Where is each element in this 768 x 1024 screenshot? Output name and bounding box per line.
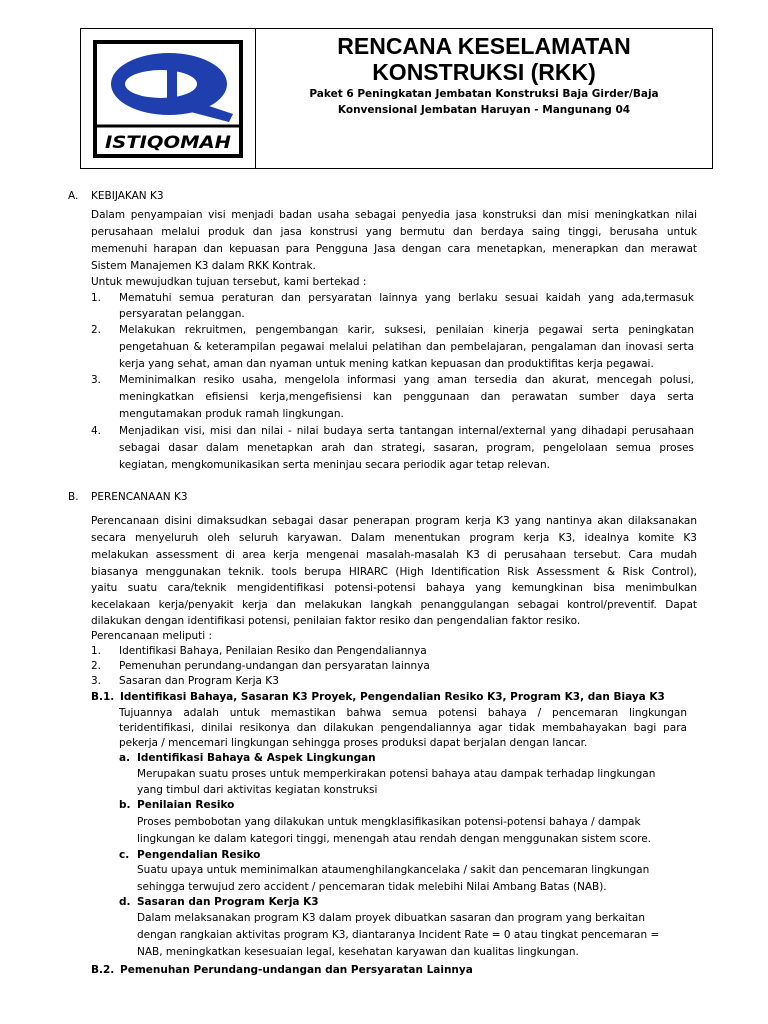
document-title-line: RENCANA KESELAMATAN	[337, 33, 631, 59]
paragraph-line: pekerja / mencemari lingkungan sehingga proses produksi dapat berjalan dengan lancar.	[119, 737, 588, 749]
point-text-line: sehingga terwujud zero accident / pencemaran tidak melebihi Nilai Ambang Batas (NAB).	[137, 881, 607, 893]
list-number: 2.	[91, 660, 102, 672]
paragraph-line: memenuhi harapan dan kepuasan para Pengguna Jasa dengan cara menetapkan, menerapkan dan merawat	[91, 243, 697, 255]
document-title-line: KONSTRUKSI (RKK)	[372, 59, 596, 85]
list-number: 3.	[91, 675, 102, 687]
paragraph-line: Tujuannya adalah untuk memastikan bahwa semua potensi bahaya / pencemaran lingkungan	[119, 707, 687, 719]
point-title: Identifikasi Bahaya & Aspek Lingkungan	[137, 752, 376, 764]
document-subtitle-line: Paket 6 Peningkatan Jembatan Konstruksi Baja Girder/Baja	[309, 88, 659, 100]
list-item-line: pengetahuan & keterampilan pegawai melalui pelatihan dan pembelajaran, pengalaman dan inovasi serta	[119, 341, 694, 353]
list-number: 4.	[91, 425, 102, 437]
logo-wordmark: ISTIQOMAH	[105, 133, 231, 153]
point-text-line: Suatu upaya untuk meminimalkan ataumenghilangkancelaka / sakit dan pencemaran lingkungan	[137, 864, 650, 876]
point-marker: a.	[119, 752, 131, 764]
point-text-line: lingkungan ke dalam kategori tinggi, menengah atau rendah dengan menggunakan sistem score.	[137, 833, 651, 845]
paragraph-line: kecelakaan kerja/penyakit kerja dan melakukan langkah penanggulangan sebagai kontrol/preventif. Dapat	[91, 599, 697, 611]
subsection-title: Pemenuhan Perundang-undangan dan Persyaratan Lainnya	[120, 964, 473, 976]
point-title: Penilaian Resiko	[137, 799, 235, 811]
paragraph-line: Perencanaan disini dimaksudkan sebagai dasar penerapan program kerja K3 yang nantinya akan dilaksanakan	[91, 515, 697, 527]
point-title: Pengendalian Resiko	[137, 849, 261, 861]
subsection-marker: B.2.	[91, 964, 115, 976]
list-item-line: kegiatan, mengkomunikasikan serta meninjau secara periodik agar tetap relevan.	[119, 459, 550, 471]
list-item-line: Melakukan rekruitmen, pengembangan karir, suksesi, penilaian kinerja pegawai serta peningkatan	[119, 324, 694, 336]
paragraph-line: secara menyeluruh oleh seluruh karyawan. Dalam menentukan program kerja K3, idealnya komite K3	[91, 532, 697, 544]
point-text-line: Proses pembobotan yang dilakukan untuk mengklasifikasikan potensi-potensi bahaya / dampak	[137, 816, 641, 828]
section-title: KEBIJAKAN K3	[91, 190, 164, 202]
list-item-text: Identifikasi Bahaya, Penilaian Resiko dan Pengendaliannya	[119, 645, 427, 657]
point-text-line: Merupakan suatu proses untuk memperkirakan potensi bahaya atau dampak terhadap lingkungan	[137, 768, 656, 780]
list-item-line: Mematuhi semua peraturan dan persyaratan lainnya yang berlaku sesuai kaidah yang ada,termasuk	[119, 292, 694, 304]
point-title: Sasaran dan Program Kerja K3	[137, 896, 319, 908]
paragraph-line: perusahaan melalui produk dan jasa konstrusi yang bermutu dan berdaya saing tinggi, berusaha untuk	[91, 226, 697, 238]
list-item-text: Sasaran dan Program Kerja K3	[119, 675, 279, 687]
company-logo	[93, 40, 243, 158]
list-item-line: Meminimalkan resiko usaha, mengelola informasi yang aman tersedia dan akurat, mencegah polusi,	[119, 374, 694, 386]
list-number: 2.	[91, 324, 102, 336]
list-item-line: Menjadikan visi, misi dan nilai - nilai budaya serta tantangan internal/external yang dihadapi perusahaan	[119, 425, 694, 437]
paragraph-line: melakukan assessment di area kerja mengenai masalah-masalah K3 di perusahaan tersebut. Cara mudah	[91, 549, 697, 561]
paragraph-line: Sistem Manajemen K3 dalam RKK Kontrak.	[91, 260, 316, 272]
point-marker: d.	[119, 896, 131, 908]
paragraph-line: biasanya menggunakan teknik. tools berupa HIRARC (High Identification Risk Assessment & Risk Control),	[91, 566, 697, 578]
list-item-text: Pemenuhan perundang-undangan dan persyaratan lainnya	[119, 660, 430, 672]
list-item-line: persyaratan pelanggan.	[119, 308, 245, 320]
section-marker: A.	[68, 190, 79, 202]
list-lead-text: Untuk mewujudkan tujuan tersebut, kami bertekad :	[91, 276, 367, 288]
paragraph-line: teridentifikasi, dinilai resikonya dan dilakukan pengendaliannya agar tidak membahayakan bagi para	[119, 722, 687, 734]
point-text-line: Dalam melaksanakan program K3 dalam proyek dibuatkan sasaran dan program yang berkaitan	[137, 912, 645, 924]
subsection-title: Identifikasi Bahaya, Sasaran K3 Proyek, Pengendalian Resiko K3, Program K3, dan Biaya K3	[120, 691, 665, 703]
paragraph-line: Dalam penyampaian visi menjadi badan usaha sebagai penyedia jasa konstruksi dan misi meningkatkan nilai	[91, 209, 697, 221]
paragraph-line: yaitu suatu cara/teknik mengidentifikasi potensi-potensi bahaya yang kemungkinan bisa menimbulkan	[91, 582, 697, 594]
point-text-line: NAB, meningkatkan kesesuaian legal, kesehatan karyawan dan kualitas lingkungan.	[137, 946, 579, 958]
paragraph-line: dilakukan dengan identifikasi potensi, penilaian faktor resiko dan pengendalian faktor resiko.	[91, 615, 581, 627]
list-item-line: sebagai dasar dalam menetapkan arah dan strategi, sasaran, program, pengelolaan semua proses	[119, 442, 694, 454]
list-lead-text: Perencanaan meliputi :	[91, 630, 213, 642]
document-subtitle-line: Konvensional Jembatan Haruyan - Mangunang 04	[337, 104, 631, 116]
list-number: 1.	[91, 292, 102, 304]
point-text-line: yang timbul dari aktivitas kegiatan konstruksi	[137, 784, 378, 796]
subsection-marker: B.1.	[91, 691, 115, 703]
section-title: PERENCANAAN K3	[91, 491, 188, 503]
list-number: 3.	[91, 374, 102, 386]
section-marker: B.	[68, 491, 79, 503]
point-marker: c.	[119, 849, 130, 861]
list-item-line: mengutamakan produk ramah lingkungan.	[119, 408, 344, 420]
list-number: 1.	[91, 645, 102, 657]
point-text-line: dengan rangkaian aktivitas program K3, diantaranya Incident Rate = 0 atau tingkat pencemaran =	[137, 929, 660, 941]
point-marker: b.	[119, 799, 131, 811]
list-item-line: meningkatkan efisiensi kerja,mengefisiensi kan penggunaan dan perawatan sumber daya serta	[119, 391, 694, 403]
list-item-line: kerja yang sehat, aman dan nyaman untuk mening katkan kepuasan dan produktifitas kerja pegawai.	[119, 358, 654, 370]
